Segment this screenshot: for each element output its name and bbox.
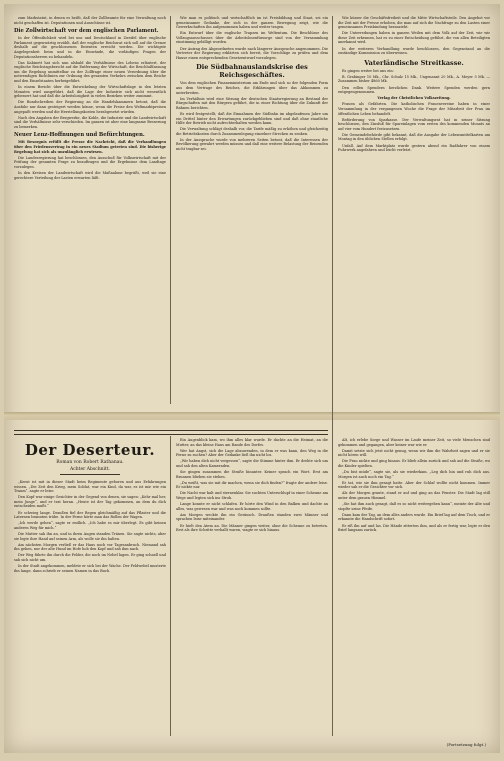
article-paragraph: Im Verhältnis wird eine Sitzung der deutschen Staatsregierung an Bestand der Bürgschaften mit den Bürgern geführt, die in einer Richtung über die Zukunft der Bahnen berichten. <box>176 96 328 110</box>
story-title: Der Deserteur. <box>24 441 156 459</box>
local-news: Unfall. Auf dem Marktplatz wurde gestern abend ein Radfahrer von einem Fuhrwerk angefahren und leicht verletzt. <box>338 143 490 153</box>
story-paragraph: „Du bist müde“, sagte sie, als sie wiederkam. „Leg dich hin und ruh dich aus. Morgen ist auch noch ein Tag.“ <box>338 470 490 479</box>
article-heading: Die Südbahnauslandskrise des Reichsgeschäftes. <box>196 63 308 80</box>
local-news: Frauen als Gefährten. Die katholischen Frauenvereine haben in einer Versammlung in der vergangenen Woche die Frage der Mitarbeit der Frau im öffentlichen Leben behandelt. <box>338 102 490 116</box>
story-paragraph: „Wir haben dich nicht vergessen“, sagte die Stimme hinter ihm. Er drehte sich um und sah den alten Kameraden. <box>176 459 328 468</box>
story-paragraph: Er hielt den Atem an. Die Männer gingen weiter, ohne die Scheune zu betreten. Erst als ihre Schritte verhallt waren, wagte er sich hinaus. <box>176 523 328 533</box>
title-rule <box>60 474 120 475</box>
newspaper-page <box>4 4 500 753</box>
story-paragraph: Am Morgen weckte ihn ein Geräusch. Draußen standen zwei Männer und sprachen leise miteinander. <box>176 512 328 522</box>
article-paragraph: Nach den Angaben der Bergwerke, die Kohle, die Industrie und die Landwirtschaft sind die Verhältnisse sehr verschieden. Im ganzen ist aber eine langsame Besserung zu bemerken. <box>14 115 166 129</box>
story-paragraph: Er riß ihn auf und las. Die Hände zitterten ihm, und als er fertig war, legte er den Brief langsam zurück. <box>338 523 490 533</box>
article-paragraph: Ein Entwurf über die englische Trapzen im Weltentum. Die Beschlüsse des Vollzugsausschusses über die Arbeitslosenfürsorge sind von der Versammlung einstimmig gebilligt worden. <box>176 31 328 45</box>
lead-paragraph: zum Markstatut, in denen es heißt, daß der Zollbeamte für eine Verwaltung noch nicht geschaffen ist. Deputationen und Ausschüsse ist. <box>14 16 166 25</box>
local-news: Beförderung von Sparkasse. Der Verwaltungsrat hat in seiner Sitzung beschlossen, den Zinsfuß für Spareinlagen vom ersten des kommenden Monats an auf vier vom Hundert festzusetzen. <box>338 117 490 131</box>
story-paragraph: Damit setzte sich jetzt nicht genug, wenn wir ihm die Wahrheit sagen und er sie nicht hören will. <box>338 448 490 458</box>
article-paragraph: In den Kreisen der Landwirtschaft wird die Maßnahme begrüßt, weil sie eine gerechtere Verteilung der Lasten erwarten läßt. <box>14 171 166 180</box>
publisher-line: Verlag der Christlichen Volkszeitung. <box>377 96 451 101</box>
story-column-2 <box>176 438 328 742</box>
article-paragraph: In einem Bericht über die Entwickelung der Wirtschaftslage in den letzten Monaten wird ausgeführt, daß die Lage der Industrie sich nicht wesentlich gebessert hat und daß die Arbeitslosigkeit in vielen Bezirken weiter zunimmt. <box>14 85 166 99</box>
page-fold <box>4 412 500 420</box>
local-news: Die Gemeindebehörde gibt bekannt, daß die Ausgabe der Lebensmittelkarten am Montag in den üblichen Stellen erfolgt. <box>338 132 490 142</box>
article-paragraph: Die Landesregierung hat beschlossen, den Ausschuß für Volkswirtschaft mit der Prüfung der gesamten Frage zu beauftragen und die Ergebnisse dem Landtage vorzulegen. <box>14 155 166 169</box>
article-paragraph: Es wird festgestellt, daß die Einnahmen der Südbahn im abgelaufenen Jahre um ein Drittel hinter den Erwartungen zurückgeblieben sind und daß ohne staatliche Hilfe der Betrieb nicht aufrechterhalten werden kann. <box>176 111 328 126</box>
article-paragraph: Wie kürzer die Geschäftsfreiheit und die Mitte Wirtschaftsteile. Den Angebot vor die Zeit mit der Presse erhoben, die man auf sich die Nachfrage zu den Lasten einer gemeinsamen Preisbindung heranzieht. <box>338 16 490 30</box>
story-chapter: Achter Abschnitt. <box>70 466 110 472</box>
column-3-upper <box>338 16 490 404</box>
story-paragraph: Lange konnte er nicht schlafen. Er hörte den Wind in den Balken und dachte an alles, was gewesen war und was noch kommen sollte. <box>176 502 328 511</box>
article-paragraph: Die Verwaltung schlägt deshalb vor, die Tarife mäßig zu erhöhen und gleichzeitig die Betriebskosten durch Zusammenlegung einzelner Strecken zu senken. <box>176 127 328 136</box>
story-paragraph: Die Nacht war kalt und sternenklar. Sie suchten Unterschlupf in einer Scheune am Wege und legten sich ins Stroh. <box>176 491 328 501</box>
article-paragraph: In der Aussprache wurde von mehreren Seiten betont, daß die Interessen der Bevölkerung gewahrt werden müssen und daß eine weitere Belastung der Reisenden nicht tragbar sei. <box>176 137 328 152</box>
story-paragraph: Er schwieg lange. Draußen fiel der Regen gleichmäßig auf das Pflaster und die Laternen brannten trübe. In der Ferne hörte man das Rollen der Wagen. <box>14 510 166 520</box>
article-paragraph: Wie man es politisch und wirtschaftlich im ist Preisbildung und Staat, sei ein gemeinsamer Gedanke, der sich in der ganzen Bewegung zeigt, wie die Gewerkschaften ihn aufgenommen haben und weiter tragen. <box>176 16 328 30</box>
column-rule <box>170 16 171 404</box>
story-title-block <box>14 442 166 477</box>
article-paragraph: Mit Besorgnis erfüllt die Presse die Nachricht, daß die Verhandlungen über den Friedensvertrag in ein neues Stadium getreten sind. Die bisherige Regelung hat sich als unzulänglich erwiesen. <box>14 140 166 154</box>
section-divider <box>14 430 328 435</box>
story-paragraph: „Ich werde gehen“, sagte er endlich. „Ich habe es mir überlegt. Es gibt keinen anderen Weg für mich.“ <box>14 521 166 530</box>
article-paragraph: In der weiteren Verhandlung wurde beschlossen, den Gegenstand an die zuständige Kommission zu überweisen. <box>338 46 490 56</box>
story-paragraph: Sie gingen zusammen die Straße hinunter. Keiner sprach ein Wort. Erst am Brunnen blieben sie stehen. <box>176 470 328 479</box>
story-paragraph: Er tat, wie sie ihm gesagt hatte. Aber der Schlaf wollte nicht kommen. Immer wieder sah er die Gesichter vor sich. <box>338 480 490 490</box>
donation-list: B. Grabinger 10 Mk., Chr. Schulz 15 Mk., Ungenannt 20 Mk., A. Meyer 5 Mk. — Zusammen bisher 4860 Mk. <box>338 74 490 84</box>
article-heading: Neuer Lenz-Hoffnungen und Befürchtungen. <box>14 132 145 139</box>
story-paragraph: Als der Morgen graute, stand er auf und ging an das Fenster. Die Stadt lag still unter dem grauen Himmel. <box>338 491 490 501</box>
column-1-upper <box>14 16 166 400</box>
story-paragraph: Am nächsten Morgen verließ er das Haus noch vor Tagesanbruch. Niemand sah ihn gehen, nur der alte Hund im Hofe hob den Kopf und sah ihm nach. <box>14 542 166 552</box>
story-paragraph: Die Mutter sah ihn an, und in ihren Augen standen Tränen. Sie sagte nichts, aber sie legte ihre Hand auf seinen Arm, als wolle sie ihn halten. <box>14 531 166 541</box>
article-paragraph: In der Öffentlichkeit wird bei uns und Deutschland in Zweifel über englische Parlament gegenwärtig erzählt, daß der englische Reichsrat sich soll auf die Grenze deshalb auf die geschlossenen Ententen erreicht werden. Die wichtigste Angelegenheit beim und in die Einwände, die vorläufigen Fragen der Deputationsherren zu behandeln. <box>14 36 166 59</box>
story-paragraph: „Du weißt, was sie mit dir machen, wenn sie dich finden?“ fragte der andere leise. Er nickte nur. <box>176 480 328 490</box>
story-paragraph: „Kerut ist mit in dieser Stadt beim Regimente geboren und aus Erfahrungen wissen. „Die Zeit den Krieg, mein Soldat, war ein Kind, da war, es ist mir wie ein Traum“, sagte er leise. <box>14 480 166 494</box>
story-paragraph: Ein Augenblick kam, wo ihm alles klar wurde. Er dachte an die Heimat, an die Mutter, an das kleine Haus am Rande des Dorfes. <box>176 438 328 447</box>
story-paragraph: Die Frau nickte und ging hinaus. Er blieb allein zurück und sah auf die Straße, wo die Kinder spielten. <box>338 459 490 468</box>
article-heading: Die Zollwirtschaft vor dem englischen Parlament. <box>14 28 159 35</box>
story-paragraph: Den Kopf war einige Gesichter in der Gegend von denen, sie sagen: „Kehr mal her, mein Junge“, und er trat heran. „Heute ist der Tag gekommen, an dem du dich entscheiden mußt.“ <box>14 495 166 509</box>
story-paragraph: „Sie hat ihm auch gesagt, daß es so nicht weitergehen kann“, meinte der Alte und stopfte seine Pfeife. <box>338 502 490 511</box>
story-paragraph: Alt, ich erlebe Sorge und Wasser im Laufe meiner Zeit, so viele Menschen sind gekommen und gegangen, aber keiner war wie er. <box>338 438 490 447</box>
article-paragraph: Von dem englischen Finanzministerium am Ende und sich so der folgenden Form aus dem Vertrage des Reiches, die Erklärungen über das Abkommen zu unterbreiten. <box>176 81 328 95</box>
article-paragraph: Die Unterredungen haben in ganzen Weilen mit dem Volk auf der Zeit, wie wir diese Zeit erkennen, hat es zu einer Entscheidung geführt, die von allen Beteiligten anerkannt wird. <box>338 31 490 45</box>
streitkasse-heading: Vaterländische Streitkasse. <box>364 58 464 67</box>
column-rule <box>170 436 171 736</box>
donation-thanks: Den edlen Spendern herzlichen Dank. Weitere Spenden werden gern entgegengenommen. <box>338 85 490 95</box>
story-paragraph: Wer hat Angst, sich die Lage abzuwenden, in dem er was kann, den Weg in die Ferne zu suchen? Aber der Gedanke ließ ihn nicht los. <box>176 448 328 458</box>
column-2-upper <box>176 16 328 404</box>
story-paragraph: In der Stadt angekommen, meldete er sich bei der Wache. Der Feldwebel musterte ihn lange, dann schrieb er seinen Namen in das Buch. <box>14 564 166 573</box>
story-column-3 <box>338 438 490 734</box>
article-paragraph: Die Rundschreiben der Regierung an die Handelskammern betont, daß die Ausfuhr nur dann gesteigert werden könne, wenn die Preise den Weltmarktpreisen angepaßt werden und die Herstellungskosten herabgesetzt würden. <box>14 100 166 114</box>
story-paragraph: Dann kam der Tag, an dem alles anders wurde. Ein Brief lag auf dem Tisch, und er erkannte die Handschrift sofort. <box>338 512 490 522</box>
donation-intro: Es gingen weiter bei uns ein: <box>342 68 394 73</box>
column-rule <box>332 16 333 736</box>
story-author: Roman von Robert Rathanau. <box>56 460 124 465</box>
article-paragraph: Der Antrag des Abgeordneten wurde nach längerer Aussprache angenommen. Die Vertreter der Regierung erklärten sich bereit, die Vorschläge zu prüfen und dem Hause einen entsprechenden Gesetzentwurf vorzulegen. <box>176 46 328 60</box>
story-continuation: (Fortsetzung folgt.) <box>446 742 486 747</box>
story-column-1 <box>14 480 166 742</box>
article-paragraph: Das Kabinett hat sich nun alsbald die Verhältnisse des Lebens erläutert, der englische Reichstagsbericht auf die Entfernung der Wirtschaft, die Beschlußfassung um die Regelung unmittelbar zu der Zollfrage einer neuen Verordnung über die notwendigen Richtlinien zur Ordnung des gesamten Verkehrs zwischen dem Reiche und den Einzelstaaten herbeigeführt. <box>14 60 166 84</box>
story-paragraph: Der Weg führte ihn durch die Felder, die noch im Nebel lagen. Er ging schnell und sah sich nicht um. <box>14 553 166 562</box>
